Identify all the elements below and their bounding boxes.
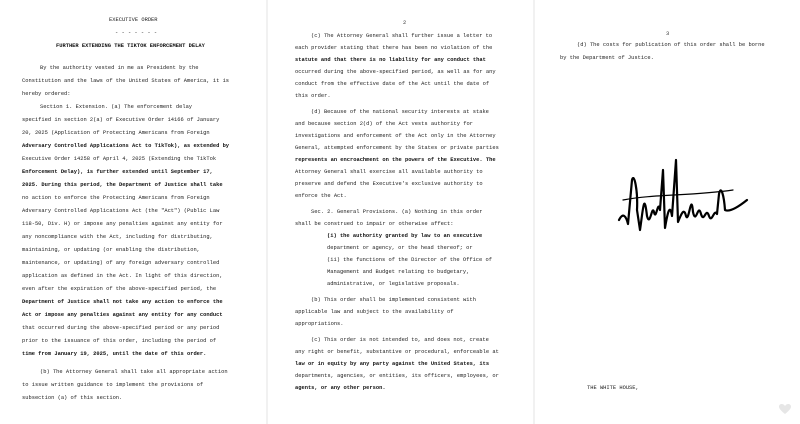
text-line: and because section 2(d) of the Act vests authority for [295,121,473,127]
footer-white-house: THE WHITE HOUSE, [587,385,639,391]
text-line: conduct from the effective date of the Act until the date of [295,81,490,87]
text-line: agents, or any other person. [295,385,386,391]
document-page-3 [535,0,800,424]
text-line: (d) Because of the national security interests at stake [311,109,489,115]
signature [613,150,753,240]
text-line: (b) The Attorney General shall take all appropriate action [40,369,228,375]
text-line: By the authority vested in me as President by the [40,65,199,71]
text-line: investigations and enforcement of the Act only in the Attorney [295,133,496,139]
order-title: FURTHER EXTENDING THE TIKTOK ENFORCEMENT DELAY [56,43,205,49]
text-line: represents an encroachment on the powers of the Executive. The [295,157,496,163]
text-line: any right or benefit, substantive or procedural, enforceable at [295,349,499,355]
text-line: Act or impose any penalties against any entity for any conduct [22,312,223,318]
heading-divider: - - - - - - - [115,30,158,36]
text-line: administrative, or legislative proposals. [327,281,460,287]
text-line: no action to enforce the Protecting Americans from Foreign [22,195,210,201]
text-line: to issue written guidance to implement the provisions of [22,382,204,388]
text-line: Constitution and the laws of the United States of America, it is [22,78,230,84]
text-line: (d) The costs for publication of this order shall be borne [577,42,765,48]
text-line: law or in equity by any party against the United States, its [295,361,490,367]
text-line: (b) This order shall be implemented consistent with [311,297,476,303]
text-line: hereby ordered: [22,91,71,97]
text-line: department or agency, or the head thereof; or [327,245,473,251]
heart-icon [778,402,792,416]
text-line: appropriations. [295,321,344,327]
page-number: 2 [403,20,407,26]
order-heading: EXECUTIVE ORDER [109,17,158,23]
text-line: Department of Justice shall not take any action to enforce the [22,299,223,305]
text-line: Executive Order 14258 of April 4, 2025 (Extending the TikTok [22,156,217,162]
text-line: even after the expiration of the above-specified period, the [22,286,217,292]
text-line: departments, agencies, or entities, its officers, employees, or [295,373,499,379]
text-line: (i) the authority granted by law to an executive [327,233,483,239]
text-line: Management and Budget relating to budgetary, [327,269,470,275]
text-line: (c) This order is not intended to, and does not, create [311,337,489,343]
text-line: 20, 2025 (Application of Protecting Americans from Foreign [22,130,210,136]
section-2-heading: Sec. 2. General Provisions. (a) Nothing in this order [311,209,483,215]
document-page-1 [0,0,266,424]
document-page-2 [268,0,533,424]
text-line: each provider stating that there has been no violation of the [295,45,493,51]
text-line: 118-50, Div. H) or impose any penalties against any entity for [22,221,223,227]
text-line: occurred during the above-specified period, as well as for any [295,69,496,75]
text-line: application as defined in the Act. In light of this direction, [22,273,223,279]
text-line: General, attempted enforcement by the States or private parties [295,145,499,151]
text-line: this order. [295,93,331,99]
text-line: subsection (a) of this section. [22,395,123,401]
text-line: applicable law and subject to the availability of [295,309,454,315]
text-line: by the Department of Justice. [560,55,654,61]
text-line: statute and that there is no liability for any conduct that [295,57,486,63]
text-line: Adversary Controlled Applications Act (the "Act") (Public Law [22,208,220,214]
text-line: maintenance, or updating) of any foreign adversary controlled [22,260,220,266]
text-line: that occurred during the above-specified period or any period [22,325,220,331]
text-line: 2025. During this period, the Department of Justice shall take [22,182,223,188]
section-1-heading: Section 1. Extension. (a) The enforcement delay [40,104,193,110]
text-line: specified in section 2(a) of Executive Order 14166 of January [22,117,220,123]
text-line: shall be construed to impair or otherwise affect: [295,221,454,227]
text-line: time from January 19, 2025, until the date of this order. [22,351,207,357]
text-line: preserve and defend the Executive's exclusive authority to [295,181,483,187]
text-line: maintaining, or updating (or enabling the distribution, [22,247,200,253]
page-number: 3 [666,31,670,37]
text-line: any noncompliance with the Act, including for distributing, [22,234,213,240]
text-line: Adversary Controlled Applications Act to TikTok), as extended by [22,143,230,149]
text-line: (ii) the functions of the Director of the Office of [327,257,492,263]
text-line: (c) The Attorney General shall further issue a letter to [311,33,493,39]
text-line: enforce the Act. [295,193,347,199]
text-line: prior to the issuance of this order, including the period of [22,338,217,344]
text-line: Attorney General shall exercise all available authority to [295,169,483,175]
text-line: Enforcement Delay), is further extended until September 17, [22,169,213,175]
